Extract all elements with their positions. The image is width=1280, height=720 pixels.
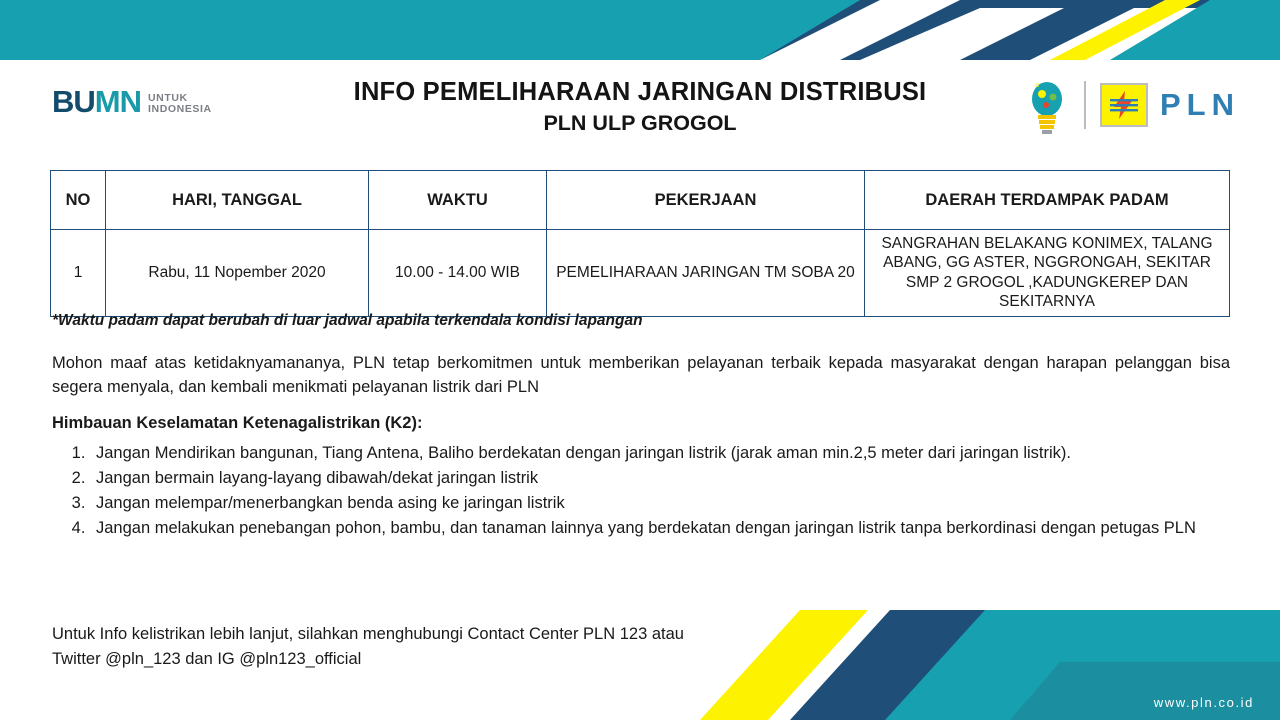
contact-info-line2: Twitter @pln_123 dan IG @pln123_official	[52, 649, 362, 668]
website-url: www.pln.co.id	[1153, 695, 1254, 710]
lightning-bolt-icon	[1100, 83, 1148, 127]
table-header-no: NO	[51, 171, 106, 230]
bumn-logo-tagline-line1: UNTUK	[148, 91, 188, 104]
cell-waktu: 10.00 - 14.00 WIB	[369, 230, 547, 317]
cell-daerah: SANGRAHAN BELAKANG KONIMEX, TALANG ABANG, GG ASTER, NGGRONGAH, SEKITAR SMP 2 GROGOL ,KADUNGKEREP DAN SEKITARNYA	[865, 230, 1230, 317]
table-header-row	[51, 171, 1230, 230]
document-header	[0, 62, 1280, 144]
bumn-logo-wordmark	[52, 84, 141, 120]
cell-hari-tanggal: Rabu, 11 Nopember 2020	[106, 230, 369, 317]
page-title-sub: PLN ULP GROGOL	[543, 111, 737, 135]
cell-pekerjaan: PEMELIHARAAN JARINGAN TM SOBA 20	[547, 230, 865, 317]
table-header-pekerjaan: PEKERJAAN	[547, 171, 865, 230]
table-header-hari-tanggal: HARI, TANGGAL	[106, 171, 369, 230]
list-item: 2. Jangan bermain layang-layang dibawah/dekat jaringan listrik	[90, 467, 1268, 491]
table-header-waktu: WAKTU	[369, 171, 547, 230]
schedule-disclaimer-note: *Waktu padam dapat berubah di luar jadwal apabila terkendala kondisi lapangan	[52, 312, 643, 329]
contact-info-line1: Untuk Info kelistrikan lebih lanjut, silahkan menghubungi Contact Center PLN 123 atau	[52, 625, 684, 643]
list-item: 4. Jangan melakukan penebangan pohon, bambu, dan tanaman lainnya yang berdekatan dengan jaringan listrik tanpa berkordinasi dengan petugas PLN	[90, 517, 1268, 541]
list-item: 3. Jangan melempar/menerbangkan benda asing ke jaringan listrik	[90, 492, 1268, 516]
page-title-main: INFO PEMELIHARAAN JARINGAN DISTRIBUSI	[353, 78, 927, 106]
bumn-logo-tagline-line2: INDONESIA	[148, 102, 212, 115]
bumn-logo-word-a: BU	[52, 84, 95, 119]
pln-logo	[1024, 74, 1240, 136]
bumn-logo	[52, 84, 212, 120]
table-row	[51, 230, 1230, 317]
safety-guidelines-list	[52, 442, 1268, 542]
apology-paragraph: Mohon maaf atas ketidaknyamananya, PLN tetap berkomitmen untuk memberikan pelayanan terbaik kepada masyarakat dengan harapan pelanggan bisa segera menyala, dan kembali menikmati pelayanan listrik dari PLN	[52, 354, 1230, 396]
outage-schedule-table	[50, 170, 1230, 317]
logo-divider	[1084, 81, 1086, 129]
table-header-daerah: DAERAH TERDAMPAK PADAM	[865, 171, 1230, 230]
contact-info	[52, 622, 684, 672]
bumn-logo-word-b: MN	[94, 84, 141, 119]
top-decorative-band	[0, 0, 1280, 60]
list-item: 1. Jangan Mendirikan bangunan, Tiang Antena, Baliho berdekatan dengan jaringan listrik (jarak aman min.2,5 meter dari jaringan listrik).	[90, 442, 1268, 466]
pln-logo-text: PLN	[1160, 87, 1240, 122]
bumn-logo-tagline	[148, 90, 212, 114]
safety-section-title: Himbauan Keselamatan Ketenagalistrikan (K2):	[52, 414, 423, 432]
cell-no: 1	[51, 230, 106, 317]
svg-text:a: a	[1035, 82, 1039, 89]
lightbulb-icon	[1024, 75, 1070, 135]
